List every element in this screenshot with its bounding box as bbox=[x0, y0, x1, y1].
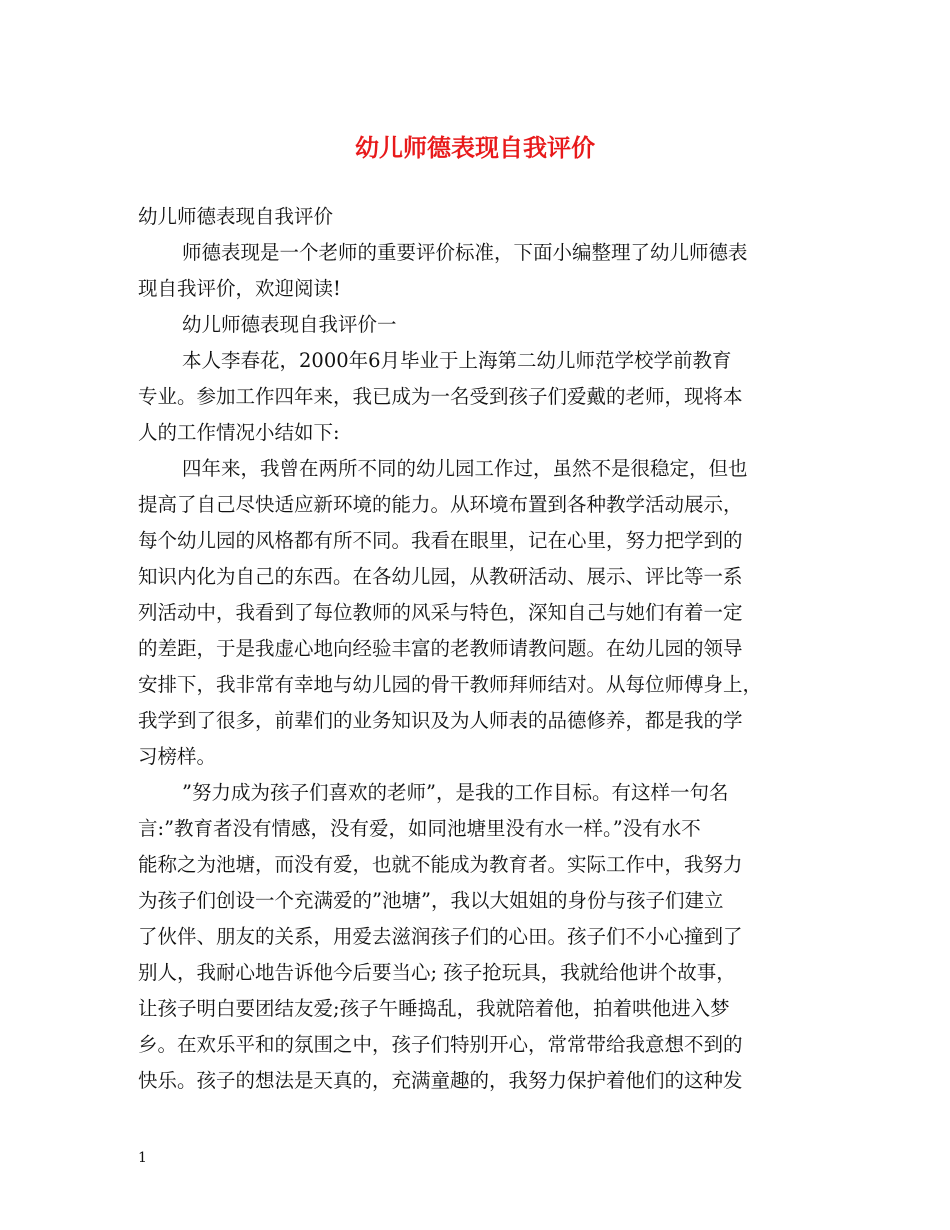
document-title: 幼儿师德表现自我评价 bbox=[355, 133, 595, 162]
page-number: 1 bbox=[138, 1150, 147, 1166]
text-line: 为孩子们创设一个充满爱的”池塘”，我以大姐姐的身份与孩子们建立 bbox=[138, 889, 724, 912]
text-line: 言:”教育者没有情感，没有爱，如同池塘里没有水一样。”没有水不 bbox=[138, 817, 701, 840]
text-line: 别人，我耐心地告诉他今后要当心; 孩子抢玩具，我就给他讲个故事， bbox=[138, 961, 736, 984]
text-line: 安排下，我非常有幸地与幼儿园的骨干教师拜师结对。从每位师傅身上， bbox=[138, 673, 763, 696]
text-line: 提高了自己尽快适应新环境的能力。从环境布置到各种教学活动展示， bbox=[138, 493, 743, 516]
text-line: 我学到了很多，前辈们的业务知识及为人师表的品德修养，都是我的学 bbox=[138, 709, 743, 732]
text-line: 的差距，于是我虚心地向经验丰富的老教师请教问题。在幼儿园的领导 bbox=[138, 637, 743, 660]
text-line: 本人李春花，2000年6月毕业于上海第二幼儿师范学校学前教育 bbox=[182, 349, 732, 372]
text-line: 每个幼儿园的风格都有所不同。我看在眼里，记在心里，努力把学到的 bbox=[138, 529, 743, 552]
text-line: 让孩子明白要团结友爱;孩子午睡捣乱，我就陪着他，拍着哄他进入梦 bbox=[138, 997, 730, 1020]
text-line: 乡。在欢乐平和的氛围之中，孩子们特别开心，常常带给我意想不到的 bbox=[138, 1033, 743, 1056]
text-line: 列活动中，我看到了每位教师的风采与特色，深知自己与她们有着一定 bbox=[138, 601, 743, 624]
text-line: 专业。参加工作四年来，我已成为一名受到孩子们爱戴的老师，现将本 bbox=[138, 385, 743, 408]
text-line: 现自我评价，欢迎阅读! bbox=[138, 277, 341, 300]
text-line: 快乐。孩子的想法是天真的，充满童趣的，我努力保护着他们的这种发 bbox=[138, 1069, 743, 1092]
text-line: 幼儿师德表现自我评价 bbox=[138, 205, 334, 228]
text-line: 人的工作情况小结如下: bbox=[138, 421, 340, 444]
text-line: 了伙伴、朋友的关系，用爱去滋润孩子们的心田。孩子们不小心撞到了 bbox=[138, 925, 743, 948]
text-line: ”努力成为孩子们喜欢的老师”，是我的工作目标。有这样一句名 bbox=[182, 781, 729, 804]
document-body bbox=[138, 199, 816, 1099]
text-line: 幼儿师德表现自我评价一 bbox=[182, 313, 397, 336]
text-line: 能称之为池塘，而没有爱，也就不能成为教育者。实际工作中，我努力 bbox=[138, 853, 743, 876]
text-line: 四年来，我曾在两所不同的幼儿园工作过，虽然不是很稳定，但也 bbox=[182, 457, 748, 480]
text-line: 知识内化为自己的东西。在各幼儿园，从教研活动、展示、评比等一系 bbox=[138, 565, 743, 588]
text-line: 师德表现是一个老师的重要评价标准，下面小编整理了幼儿师德表 bbox=[182, 241, 748, 264]
text-line: 习榜样。 bbox=[138, 745, 217, 768]
